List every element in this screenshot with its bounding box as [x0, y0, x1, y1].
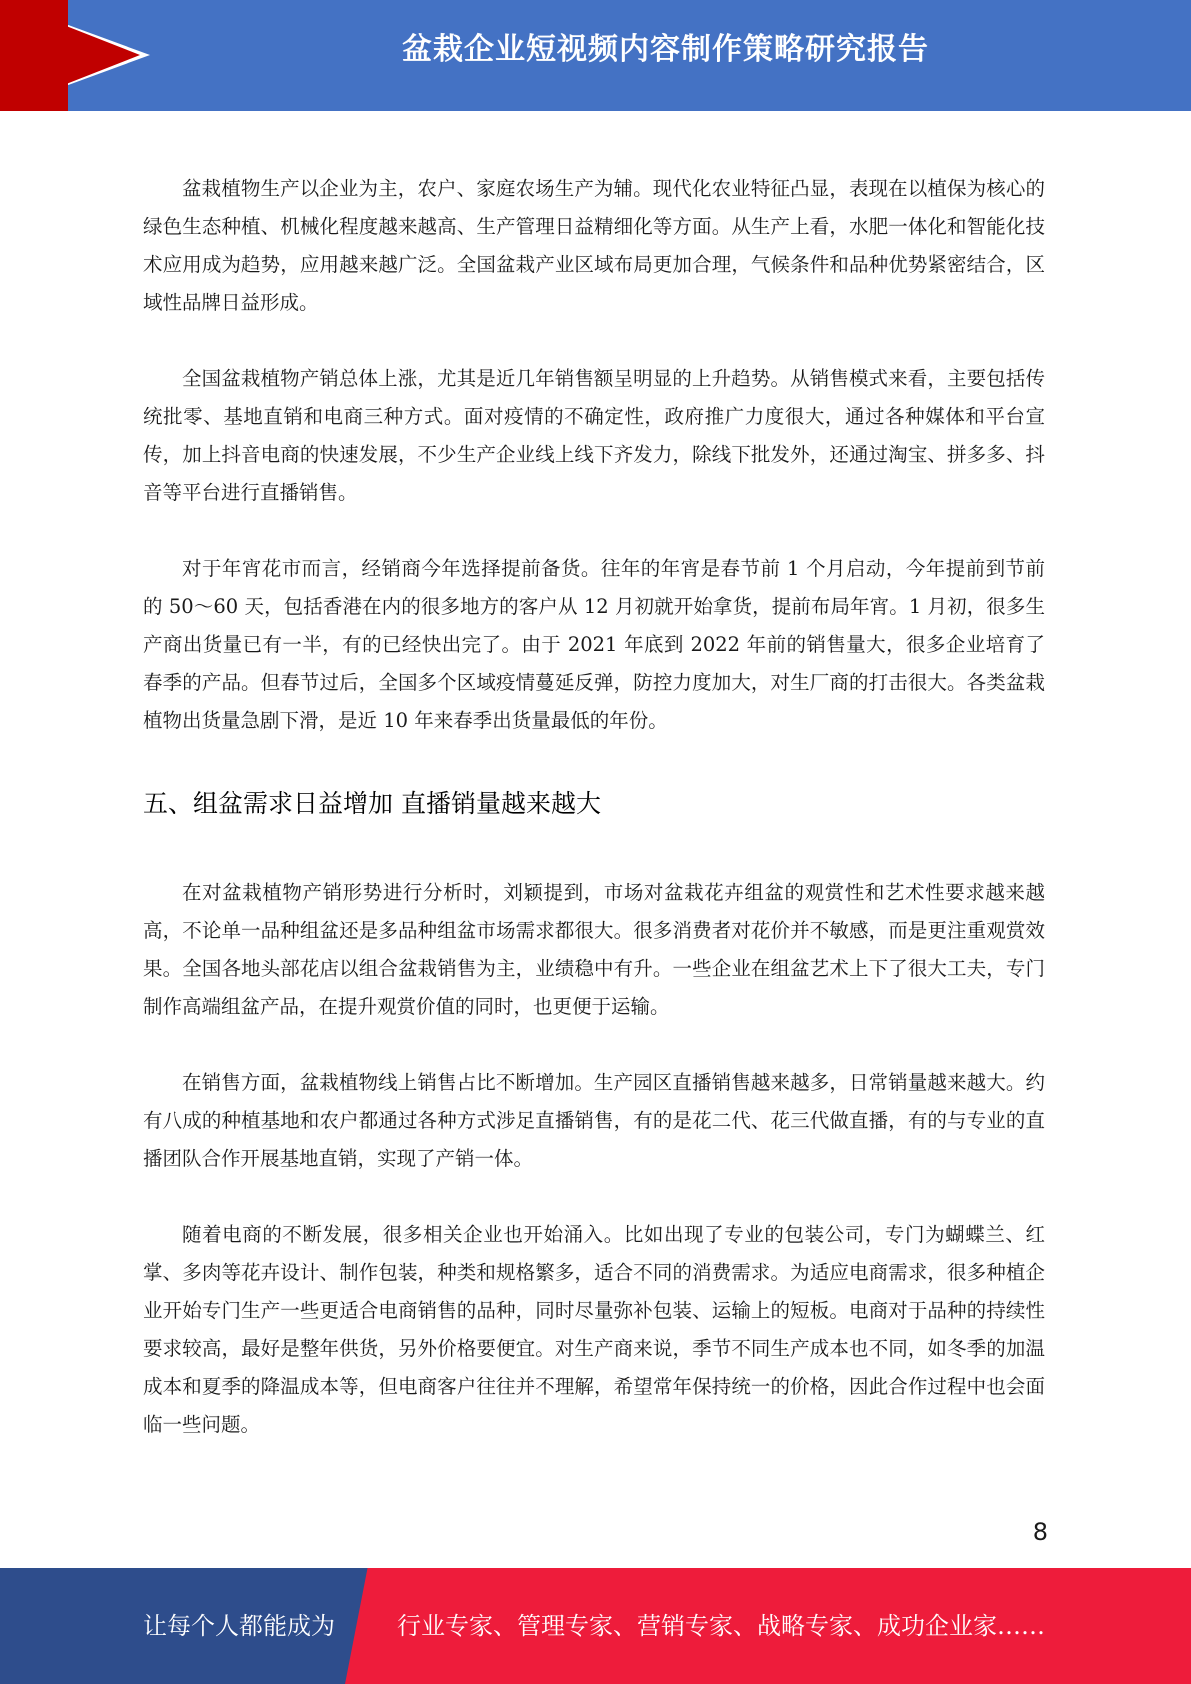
paragraph: 对于年宵花市而言，经销商今年选择提前备货。往年的年宵是春节前 1 个月启动，今年提前到节前的 50～60 天，包括香港在内的很多地方的客户从 12 月初就开始拿货，提前布局年宵。1 月初，很多生产商出货量已有一半，有的已经快出完了。由于 2021 年底到 2022 年前的销售量大，很多企业培育了春季的产品。但春节过后，全国多个区域疫情蔓延反弹，防控力度加大，对生厂商的打击很大。各类盆栽植物出货量急剧下滑，是近 10 年来春季出货量最低的年份。: [143, 557, 1045, 732]
page-header: [0, 0, 1191, 111]
main-content: [143, 170, 1045, 1444]
paragraph: 随着电商的不断发展，很多相关企业也开始涌入。比如出现了专业的包装公司，专门为蝴蝶兰、红掌、多肉等花卉设计、制作包装，种类和规格繁多，适合不同的消费需求。为适应电商需求，很多种植企业开始专门生产一些更适合电商销售的品种，同时尽量弥补包装、运输上的短板。电商对于品种的持续性要求较高，最好是整年供货，另外价格要便宜。对生产商来说，季节不同生产成本也不同，如冬季的加温成本和夏季的降温成本等，但电商客户往往并不理解，希望常年保持统一的价格，因此合作过程中也会面临一些问题。: [143, 1223, 1045, 1436]
paragraph: 盆栽植物生产以企业为主，农户、家庭农场生产为辅。现代化农业特征凸显，表现在以植保为核心的绿色生态种植、机械化程度越来越高、生产管理日益精细化等方面。从生产上看，水肥一体化和智能化技术应用成为趋势，应用越来越广泛。全国盆栽产业区域布局更加合理，气候条件和品种优势紧密结合，区域性品牌日益形成。: [143, 177, 1045, 314]
page-footer: [0, 1568, 1191, 1684]
footer-slogan-left: 让每个人都能成为: [143, 1612, 335, 1640]
paragraph: 在对盆栽植物产销形势进行分析时，刘颖提到，市场对盆栽花卉组盆的观赏性和艺术性要求越来越高，不论单一品种组盆还是多品种组盆市场需求都很大。很多消费者对花价并不敏感，而是更注重观赏效果。全国各地头部花店以组合盆栽销售为主，业绩稳中有升。一些企业在组盆艺术上下了很大工夫，专门制作高端组盆产品，在提升观赏价值的同时，也更便于运输。: [143, 881, 1045, 1018]
footer-slogan-right: 行业专家、管理专家、营销专家、战略专家、成功企业家……: [397, 1612, 1045, 1640]
report-title: 盆栽企业短视频内容制作策略研究报告: [402, 32, 929, 67]
header-red-arrow: [0, 0, 140, 110]
page-number: 8: [1032, 1518, 1048, 1546]
paragraph: 在销售方面，盆栽植物线上销售占比不断增加。生产园区直播销售越来越多，日常销量越来越大。约有八成的种植基地和农户都通过各种方式涉足直播销售，有的是花二代、花三代做直播，有的与专业的直播团队合作开展基地直销，实现了产销一体。: [143, 1071, 1045, 1170]
section-heading: 五、组盆需求日益增加 直播销量越来越大: [143, 789, 601, 818]
paragraph: 全国盆栽植物产销总体上涨，尤其是近几年销售额呈明显的上升趋势。从销售模式来看，主要包括传统批零、基地直销和电商三种方式。面对疫情的不确定性，政府推广力度很大，通过各种媒体和平台宣传，加上抖音电商的快速发展，不少生产企业线上线下齐发力，除线下批发外，还通过淘宝、拼多多、抖音等平台进行直播销售。: [143, 367, 1045, 504]
